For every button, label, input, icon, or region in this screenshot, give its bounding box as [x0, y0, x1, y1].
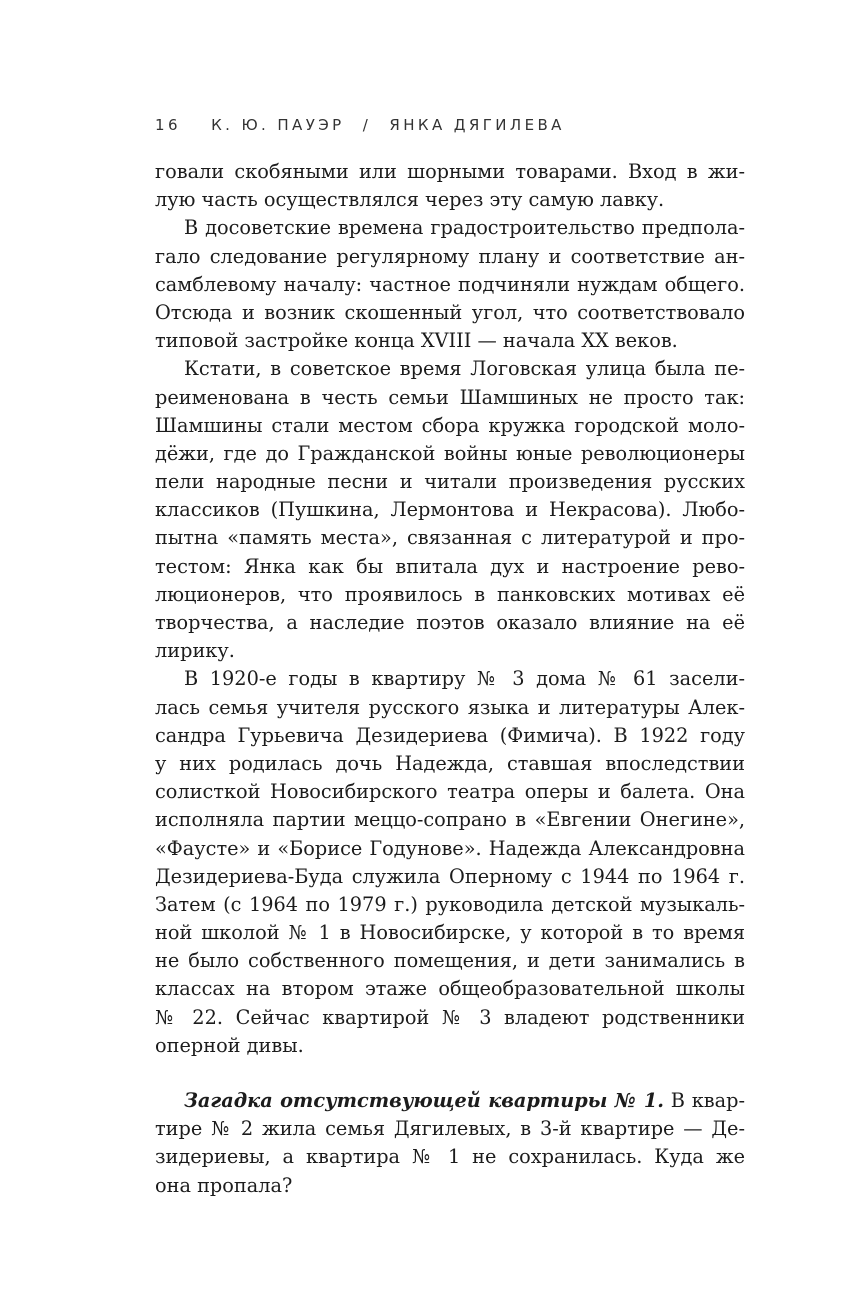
text-line: сандра Гурьевича Дезидериева (Фимича). В 1922 году	[155, 723, 745, 747]
book-title: ЯНКА ДЯГИЛЕВА	[389, 116, 565, 134]
section-gap	[155, 1060, 745, 1087]
text-line: Шамшины стали местом сбора кружка городской моло-	[155, 413, 745, 437]
text-line: творчества, а наследие поэтов оказало влияние на её	[155, 611, 745, 634]
paragraph	[155, 214, 745, 355]
text-line: пытна «память места», связанная с литературой и про-	[155, 526, 745, 550]
text-line: Кстати, в советское время Логовская улица была пе-	[184, 357, 745, 381]
text-line: гало следование регулярному плану и соответствие ан-	[155, 244, 745, 268]
text-line: лирику.	[155, 639, 235, 663]
paragraph	[155, 665, 745, 1060]
text-line	[155, 1087, 745, 1115]
mystery-heading: Загадка отсутствующей квартиры № 1.	[184, 1089, 664, 1112]
text-line: ной школой № 1 в Новосибирске, у которой в то время	[155, 921, 745, 945]
text-line: солисткой Новосибирского театра оперы и балета. Она	[155, 780, 745, 804]
paragraph	[155, 355, 745, 665]
text-line: у них родилась дочь Надежда, ставшая впоследствии	[155, 751, 745, 775]
text-line: В 1920-е годы в квартиру № 3 дома № 61 засели-	[184, 667, 745, 691]
text-line: говали скобяными или шорными товарами. Вход в жи-	[155, 160, 745, 183]
author-name: К. Ю. ПАУЭР	[211, 116, 345, 134]
page-number: 16	[155, 116, 181, 134]
running-head	[155, 116, 755, 134]
mystery-line-rest: В квар-	[663, 1089, 745, 1112]
text-line: В досоветские времена градостроительство предпола-	[184, 216, 745, 240]
text-line: реименована в честь семьи Шамшиных не просто так:	[155, 385, 745, 409]
body-text	[155, 158, 745, 1200]
text-line: классиков (Пушкина, Лермонтова и Некрасова). Любо-	[155, 498, 745, 522]
text-line: не было собственного помещения, и дети занимались в	[155, 949, 745, 973]
text-line: она пропала?	[155, 1173, 293, 1197]
text-line: Отсюда и возник скошенный угол, что соответствовало	[155, 300, 745, 324]
text-line: пели народные песни и читали произведения русских	[155, 470, 745, 494]
text-line: классах на втором этаже общеобразовательной школы	[155, 977, 745, 1001]
text-line: люционеров, что проявилось в панковских мотивах её	[155, 582, 745, 606]
text-line: тестом: Янка как бы впитала дух и настроение рево-	[155, 554, 745, 578]
text-line: дёжи, где до Гражданской войны юные революционеры	[155, 441, 745, 465]
header-separator: /	[362, 116, 372, 134]
text-line: № 22. Сейчас квартирой № 3 владеют родственники	[155, 1005, 745, 1029]
text-line: исполняла партии меццо-сопрано в «Евгении Онегине»,	[155, 808, 745, 832]
paragraph	[155, 158, 745, 214]
text-line: лась семья учителя русского языка и литературы Алек-	[155, 695, 745, 719]
text-line: «Фаусте» и «Борисе Годунове». Надежда Александровна	[155, 836, 745, 860]
mystery-paragraph	[155, 1087, 745, 1200]
text-line: зидериевы, а квартира № 1 не сохранилась. Куда же	[155, 1145, 745, 1169]
text-line: Затем (с 1964 по 1979 г.) руководила детской музыкаль-	[155, 892, 745, 916]
text-line: оперной дивы.	[155, 1033, 304, 1057]
text-line: типовой застройке конца XVIII — начала XX веков.	[155, 329, 678, 353]
text-line: тире № 2 жила семья Дягилевых, в 3-й квартире — Де-	[155, 1117, 745, 1141]
text-line: самблевому началу: частное подчиняли нуждам общего.	[155, 272, 745, 296]
text-line: Дезидериева-Буда служила Оперному с 1944 по 1964 г.	[155, 864, 745, 888]
text-line: лую часть осуществлялся через эту самую лавку.	[155, 188, 665, 212]
